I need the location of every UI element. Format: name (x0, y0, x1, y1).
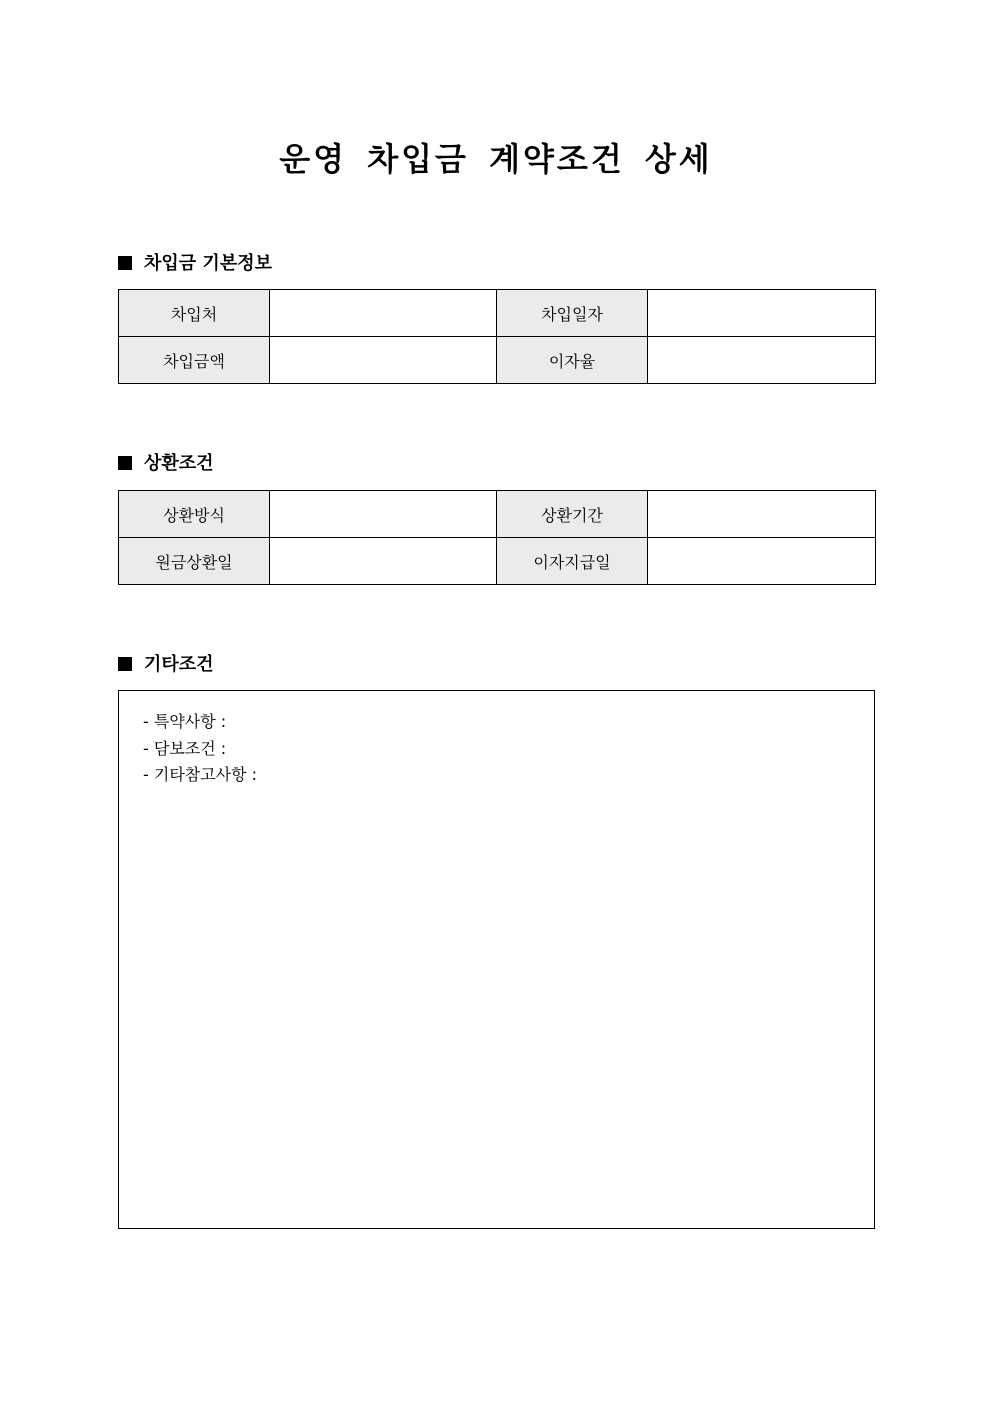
square-bullet-icon (118, 456, 132, 470)
label-interest-payment-date: 이자지급일 (497, 538, 648, 585)
section-heading-label: 상환조건 (144, 453, 214, 474)
label-borrow-amount: 차입금액 (119, 337, 270, 384)
interest-payment-date-field[interactable] (648, 538, 876, 585)
document-title: 운영 차입금 계약조건 상세 (279, 140, 713, 178)
list-item-special-terms: - 특약사항 : (143, 712, 227, 731)
square-bullet-icon (118, 657, 132, 671)
repayment-period-field[interactable] (648, 491, 876, 538)
table-row (119, 491, 876, 538)
basic-info-table (118, 289, 876, 384)
list-item-collateral: - 담보조건 : (143, 738, 227, 758)
table-row (119, 538, 876, 585)
label-repayment-period: 상환기간 (497, 491, 648, 538)
principal-repayment-date-field[interactable] (270, 538, 497, 585)
other-conditions-list (143, 709, 257, 789)
label-interest-rate: 이자율 (497, 337, 648, 384)
square-bullet-icon (118, 256, 132, 270)
other-conditions-box[interactable] (118, 690, 875, 1229)
section-heading-repayment (118, 451, 214, 477)
repayment-table (118, 490, 876, 585)
label-lender: 차입처 (119, 290, 270, 337)
table-row (119, 337, 876, 384)
section-heading-basic (118, 251, 272, 277)
borrow-amount-field[interactable] (270, 337, 497, 384)
label-borrow-date: 차입일자 (497, 290, 648, 337)
label-repayment-method: 상환방식 (119, 491, 270, 538)
label-principal-repayment-date: 원금상환일 (119, 538, 270, 585)
interest-rate-field[interactable] (648, 337, 876, 384)
table-row (119, 290, 876, 337)
section-heading-other (118, 652, 214, 678)
repayment-method-field[interactable] (270, 491, 497, 538)
list-item-other-notes: - 기타참고사항 : (143, 765, 258, 784)
lender-field[interactable] (270, 290, 497, 337)
section-heading-label: 기타조건 (144, 654, 214, 675)
borrow-date-field[interactable] (648, 290, 876, 337)
section-heading-label: 차입금 기본정보 (144, 253, 272, 274)
